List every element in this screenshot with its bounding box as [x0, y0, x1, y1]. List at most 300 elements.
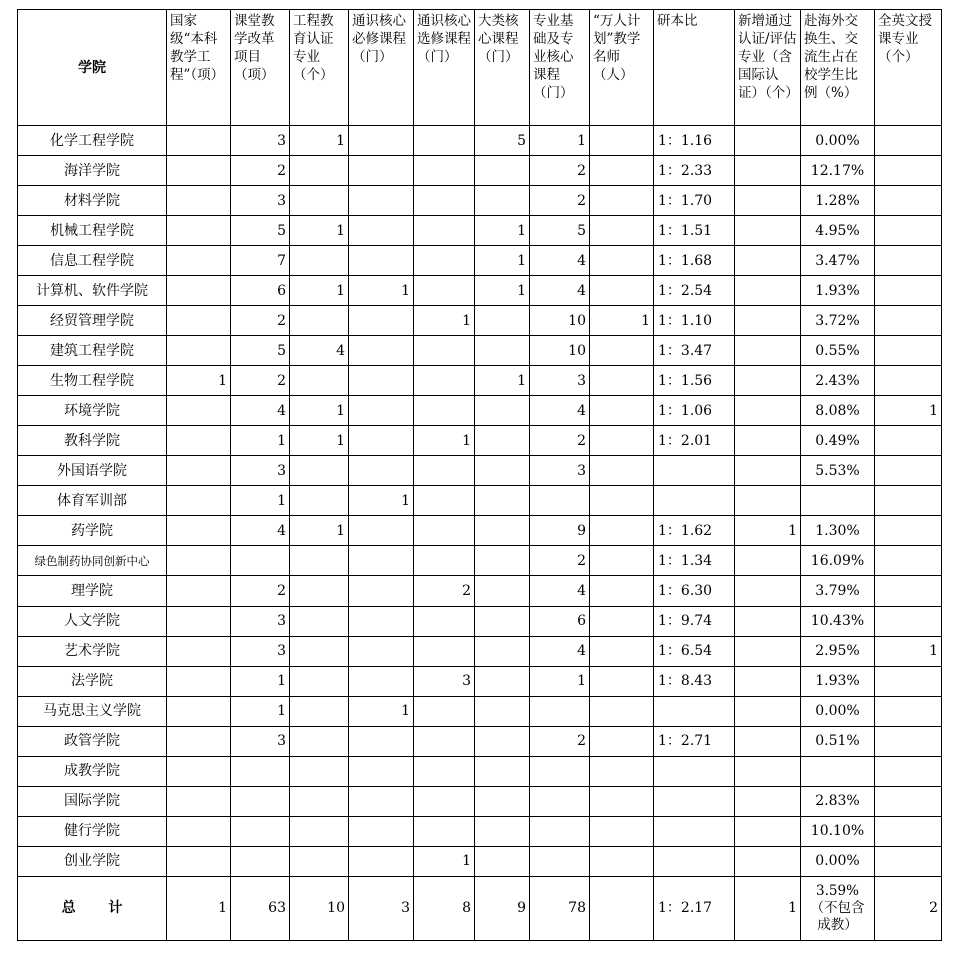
- teaching-reform-total: 63: [231, 876, 290, 940]
- statistics-table-container: [17, 9, 941, 941]
- teaching-reform-cell: 1: [231, 696, 290, 726]
- college-name-cell: 人文学院: [18, 606, 167, 636]
- new-certified-majors-cell: 1: [735, 516, 801, 546]
- table-row: [18, 126, 942, 156]
- new-certified-majors-cell: [735, 396, 801, 426]
- national-project-cell: [167, 606, 231, 636]
- major-core-cell: 4: [530, 246, 590, 276]
- table-row: [18, 576, 942, 606]
- header-general-core-elective: 通识核心选修课程（门）: [414, 10, 475, 126]
- exchange-ratio-cell: 4.95%: [801, 216, 875, 246]
- national-project-cell: [167, 486, 231, 516]
- new-certified-majors-cell: [735, 486, 801, 516]
- general-core-elective-cell: 1: [414, 426, 475, 456]
- table-row: [18, 846, 942, 876]
- general-core-required-cell: [349, 186, 414, 216]
- college-name-cell: 马克思主义学院: [18, 696, 167, 726]
- category-core-cell: 1: [475, 276, 530, 306]
- major-core-cell: [530, 816, 590, 846]
- national-project-cell: [167, 516, 231, 546]
- new-certified-majors-cell: [735, 726, 801, 756]
- new-certified-majors-cell: [735, 546, 801, 576]
- engineering-certification-cell: [290, 846, 349, 876]
- category-core-cell: 1: [475, 216, 530, 246]
- engineering-certification-cell: [290, 726, 349, 756]
- ten-thousand-plan-cell: [590, 156, 654, 186]
- ten-thousand-plan-cell: [590, 786, 654, 816]
- grad-undergrad-ratio-cell: [654, 696, 735, 726]
- ten-thousand-plan-cell: [590, 756, 654, 786]
- table-row: [18, 696, 942, 726]
- national-project-cell: [167, 276, 231, 306]
- teaching-reform-cell: 2: [231, 576, 290, 606]
- teaching-reform-cell: 4: [231, 516, 290, 546]
- teaching-reform-cell: 6: [231, 276, 290, 306]
- general-core-elective-cell: [414, 246, 475, 276]
- general-core-required-cell: [349, 546, 414, 576]
- college-name-cell: 健行学院: [18, 816, 167, 846]
- general-core-elective-cell: 1: [414, 306, 475, 336]
- teaching-reform-cell: 5: [231, 336, 290, 366]
- national-project-cell: [167, 756, 231, 786]
- category-core-cell: 1: [475, 366, 530, 396]
- category-core-total: 9: [475, 876, 530, 940]
- english-majors-cell: [875, 666, 942, 696]
- ten-thousand-plan-cell: [590, 336, 654, 366]
- category-core-cell: [475, 726, 530, 756]
- english-majors-cell: [875, 846, 942, 876]
- grad-undergrad-ratio-cell: 1：1.68: [654, 246, 735, 276]
- general-core-elective-cell: 3: [414, 666, 475, 696]
- national-project-cell: [167, 636, 231, 666]
- national-project-cell: [167, 576, 231, 606]
- ten-thousand-plan-cell: [590, 456, 654, 486]
- new-certified-majors-cell: [735, 126, 801, 156]
- grad-undergrad-ratio-cell: 1：2.54: [654, 276, 735, 306]
- new-certified-majors-cell: [735, 846, 801, 876]
- engineering-certification-cell: [290, 366, 349, 396]
- national-project-cell: [167, 426, 231, 456]
- new-certified-majors-cell: [735, 276, 801, 306]
- category-core-cell: [475, 186, 530, 216]
- general-core-required-cell: [349, 456, 414, 486]
- major-core-cell: 2: [530, 186, 590, 216]
- general-core-elective-cell: [414, 276, 475, 306]
- national-project-cell: [167, 156, 231, 186]
- general-core-elective-cell: [414, 516, 475, 546]
- major-core-cell: 3: [530, 366, 590, 396]
- category-core-cell: [475, 786, 530, 816]
- college-name-cell: 艺术学院: [18, 636, 167, 666]
- category-core-cell: [475, 816, 530, 846]
- national-project-cell: [167, 126, 231, 156]
- grad-undergrad-ratio-cell: [654, 816, 735, 846]
- exchange-ratio-cell: [801, 756, 875, 786]
- exchange-ratio-cell: 3.72%: [801, 306, 875, 336]
- ten-thousand-plan-cell: [590, 186, 654, 216]
- table-row: [18, 486, 942, 516]
- college-name-cell: 机械工程学院: [18, 216, 167, 246]
- general-core-required-cell: [349, 666, 414, 696]
- table-row: [18, 786, 942, 816]
- college-name-cell: 环境学院: [18, 396, 167, 426]
- national-project-cell: [167, 846, 231, 876]
- college-name-cell: 生物工程学院: [18, 366, 167, 396]
- major-core-cell: 9: [530, 516, 590, 546]
- ten-thousand-plan-cell: [590, 546, 654, 576]
- engineering-certification-cell: [290, 486, 349, 516]
- table-row: [18, 306, 942, 336]
- exchange-ratio-cell: 0.51%: [801, 726, 875, 756]
- exchange-ratio-cell: 10.43%: [801, 606, 875, 636]
- major-core-total: 78: [530, 876, 590, 940]
- grad-undergrad-ratio-cell: [654, 786, 735, 816]
- teaching-reform-cell: 1: [231, 486, 290, 516]
- engineering-certification-cell: [290, 546, 349, 576]
- exchange-ratio-cell: 3.79%: [801, 576, 875, 606]
- general-core-required-cell: [349, 516, 414, 546]
- header-general-core-required: 通识核心必修课程（门）: [349, 10, 414, 126]
- exchange-ratio-cell: 0.00%: [801, 126, 875, 156]
- new-certified-majors-cell: [735, 306, 801, 336]
- major-core-cell: 4: [530, 576, 590, 606]
- general-core-required-cell: [349, 366, 414, 396]
- teaching-reform-cell: 3: [231, 726, 290, 756]
- general-core-required-total: 3: [349, 876, 414, 940]
- teaching-reform-cell: 2: [231, 366, 290, 396]
- general-core-elective-cell: [414, 486, 475, 516]
- major-core-cell: [530, 756, 590, 786]
- ten-thousand-plan-total: [590, 876, 654, 940]
- major-core-cell: [530, 486, 590, 516]
- major-core-cell: 4: [530, 396, 590, 426]
- general-core-elective-cell: [414, 606, 475, 636]
- national-project-cell: [167, 216, 231, 246]
- engineering-certification-cell: [290, 156, 349, 186]
- national-project-cell: [167, 186, 231, 216]
- major-core-cell: [530, 696, 590, 726]
- table-row: [18, 816, 942, 846]
- ten-thousand-plan-cell: [590, 846, 654, 876]
- engineering-certification-cell: [290, 816, 349, 846]
- teaching-reform-cell: 3: [231, 636, 290, 666]
- grad-undergrad-ratio-cell: 1：1.62: [654, 516, 735, 546]
- grad-undergrad-ratio-cell: [654, 846, 735, 876]
- college-name-cell: 经贸管理学院: [18, 306, 167, 336]
- grad-undergrad-ratio-cell: [654, 756, 735, 786]
- ten-thousand-plan-cell: [590, 726, 654, 756]
- ten-thousand-plan-cell: [590, 696, 654, 726]
- table-row: [18, 516, 942, 546]
- engineering-certification-cell: [290, 246, 349, 276]
- exchange-ratio-total: 3.59%（不包含成教）: [801, 876, 875, 940]
- general-core-required-cell: [349, 576, 414, 606]
- major-core-cell: 2: [530, 726, 590, 756]
- major-core-cell: [530, 786, 590, 816]
- major-core-cell: 10: [530, 306, 590, 336]
- category-core-cell: [475, 516, 530, 546]
- teaching-reform-cell: [231, 546, 290, 576]
- new-certified-majors-cell: [735, 636, 801, 666]
- english-majors-cell: [875, 486, 942, 516]
- total-label: 总 计: [18, 876, 167, 940]
- general-core-elective-cell: 1: [414, 846, 475, 876]
- general-core-required-cell: [349, 726, 414, 756]
- college-name-cell: 化学工程学院: [18, 126, 167, 156]
- exchange-ratio-cell: 1.93%: [801, 666, 875, 696]
- general-core-elective-cell: 2: [414, 576, 475, 606]
- grad-undergrad-ratio-cell: [654, 456, 735, 486]
- teaching-reform-cell: 2: [231, 306, 290, 336]
- english-majors-cell: [875, 756, 942, 786]
- general-core-required-cell: [349, 786, 414, 816]
- category-core-cell: [475, 696, 530, 726]
- general-core-required-cell: [349, 396, 414, 426]
- teaching-reform-cell: 3: [231, 126, 290, 156]
- grad-undergrad-ratio-cell: 1：1.34: [654, 546, 735, 576]
- teaching-reform-cell: 3: [231, 606, 290, 636]
- header-exchange-ratio: 赴海外交换生、交流生占在校学生比例（%）: [801, 10, 875, 126]
- college-name-cell: 外国语学院: [18, 456, 167, 486]
- new-certified-majors-cell: [735, 606, 801, 636]
- exchange-ratio-cell: 0.00%: [801, 846, 875, 876]
- table-row: [18, 666, 942, 696]
- exchange-ratio-cell: 2.83%: [801, 786, 875, 816]
- header-grad-undergrad-ratio: 研本比: [654, 10, 735, 126]
- general-core-required-cell: [349, 306, 414, 336]
- exchange-ratio-cell: 12.17%: [801, 156, 875, 186]
- engineering-certification-cell: 1: [290, 396, 349, 426]
- english-majors-cell: 1: [875, 396, 942, 426]
- category-core-cell: [475, 666, 530, 696]
- teaching-reform-cell: 1: [231, 426, 290, 456]
- new-certified-majors-cell: [735, 756, 801, 786]
- engineering-certification-cell: [290, 696, 349, 726]
- general-core-elective-cell: [414, 156, 475, 186]
- college-name-cell: 教科学院: [18, 426, 167, 456]
- grad-undergrad-ratio-cell: [654, 486, 735, 516]
- general-core-required-cell: 1: [349, 696, 414, 726]
- college-name-cell: 国际学院: [18, 786, 167, 816]
- category-core-cell: [475, 636, 530, 666]
- new-certified-majors-cell: [735, 156, 801, 186]
- general-core-elective-cell: [414, 186, 475, 216]
- grad-undergrad-ratio-cell: 1：2.01: [654, 426, 735, 456]
- grad-undergrad-ratio-cell: 1：1.70: [654, 186, 735, 216]
- national-project-cell: 1: [167, 366, 231, 396]
- exchange-ratio-cell: 1.28%: [801, 186, 875, 216]
- general-core-elective-cell: [414, 366, 475, 396]
- category-core-cell: 5: [475, 126, 530, 156]
- category-core-cell: [475, 846, 530, 876]
- exchange-ratio-cell: 2.43%: [801, 366, 875, 396]
- college-name-cell: 材料学院: [18, 186, 167, 216]
- table-row: [18, 636, 942, 666]
- college-name-cell: 成教学院: [18, 756, 167, 786]
- table-row: [18, 756, 942, 786]
- major-core-cell: 4: [530, 276, 590, 306]
- major-core-cell: 4: [530, 636, 590, 666]
- table-row: [18, 396, 942, 426]
- general-core-elective-cell: [414, 546, 475, 576]
- english-majors-cell: [875, 576, 942, 606]
- general-core-required-cell: [349, 756, 414, 786]
- english-majors-cell: [875, 516, 942, 546]
- english-majors-cell: [875, 246, 942, 276]
- college-name-cell: 政管学院: [18, 726, 167, 756]
- exchange-ratio-cell: 1.93%: [801, 276, 875, 306]
- english-majors-cell: [875, 366, 942, 396]
- major-core-cell: 5: [530, 216, 590, 246]
- college-name-cell: 创业学院: [18, 846, 167, 876]
- ten-thousand-plan-cell: [590, 366, 654, 396]
- english-majors-cell: [875, 276, 942, 306]
- english-majors-cell: [875, 456, 942, 486]
- english-majors-cell: [875, 546, 942, 576]
- header-ten-thousand-plan: “万人计划”教学名师（人）: [590, 10, 654, 126]
- ten-thousand-plan-cell: [590, 276, 654, 306]
- new-certified-majors-cell: [735, 696, 801, 726]
- general-core-elective-cell: [414, 726, 475, 756]
- teaching-reform-cell: 1: [231, 666, 290, 696]
- engineering-certification-cell: [290, 186, 349, 216]
- general-core-required-cell: [349, 636, 414, 666]
- national-project-total: 1: [167, 876, 231, 940]
- general-core-required-cell: [349, 216, 414, 246]
- national-project-cell: [167, 696, 231, 726]
- grad-undergrad-ratio-total: 1：2.17: [654, 876, 735, 940]
- general-core-required-cell: [349, 246, 414, 276]
- category-core-cell: [475, 306, 530, 336]
- major-core-cell: 10: [530, 336, 590, 366]
- teaching-reform-cell: 4: [231, 396, 290, 426]
- table-row: [18, 186, 942, 216]
- category-core-cell: [475, 336, 530, 366]
- table-row: [18, 546, 942, 576]
- ten-thousand-plan-cell: [590, 576, 654, 606]
- general-core-required-cell: [349, 846, 414, 876]
- college-name-cell: 信息工程学院: [18, 246, 167, 276]
- college-name-cell: 建筑工程学院: [18, 336, 167, 366]
- english-majors-cell: 1: [875, 636, 942, 666]
- english-majors-cell: [875, 816, 942, 846]
- exchange-ratio-cell: 3.47%: [801, 246, 875, 276]
- category-core-cell: [475, 546, 530, 576]
- total-row: [18, 876, 942, 940]
- ten-thousand-plan-cell: [590, 816, 654, 846]
- table-body: [18, 126, 942, 941]
- national-project-cell: [167, 246, 231, 276]
- table-row: [18, 606, 942, 636]
- major-core-cell: 2: [530, 426, 590, 456]
- table-row: [18, 216, 942, 246]
- major-core-cell: 1: [530, 666, 590, 696]
- general-core-elective-cell: [414, 696, 475, 726]
- engineering-certification-cell: 1: [290, 216, 349, 246]
- general-core-required-cell: [349, 816, 414, 846]
- engineering-certification-cell: [290, 606, 349, 636]
- english-majors-total: 2: [875, 876, 942, 940]
- english-majors-cell: [875, 786, 942, 816]
- exchange-ratio-cell: 10.10%: [801, 816, 875, 846]
- grad-undergrad-ratio-cell: 1：1.10: [654, 306, 735, 336]
- grad-undergrad-ratio-cell: 1：2.33: [654, 156, 735, 186]
- college-name-cell: 绿色制药协同创新中心: [18, 546, 167, 576]
- engineering-certification-cell: 1: [290, 426, 349, 456]
- grad-undergrad-ratio-cell: 1：6.30: [654, 576, 735, 606]
- general-core-elective-cell: [414, 396, 475, 426]
- new-certified-majors-cell: [735, 186, 801, 216]
- general-core-elective-cell: [414, 786, 475, 816]
- english-majors-cell: [875, 126, 942, 156]
- engineering-certification-cell: [290, 756, 349, 786]
- grad-undergrad-ratio-cell: 1：1.16: [654, 126, 735, 156]
- engineering-certification-cell: 1: [290, 126, 349, 156]
- table-row: [18, 456, 942, 486]
- header-new-certified-majors: 新增通过认证/评估专业（含国际认证）（个）: [735, 10, 801, 126]
- general-core-elective-cell: [414, 336, 475, 366]
- teaching-reform-cell: [231, 846, 290, 876]
- general-core-elective-cell: [414, 816, 475, 846]
- ten-thousand-plan-cell: [590, 246, 654, 276]
- engineering-certification-cell: [290, 636, 349, 666]
- new-certified-majors-cell: [735, 786, 801, 816]
- category-core-cell: [475, 486, 530, 516]
- general-core-required-cell: 1: [349, 276, 414, 306]
- ten-thousand-plan-cell: [590, 216, 654, 246]
- table-row: [18, 336, 942, 366]
- national-project-cell: [167, 456, 231, 486]
- ten-thousand-plan-cell: [590, 516, 654, 546]
- engineering-certification-cell: [290, 306, 349, 336]
- engineering-certification-cell: 1: [290, 276, 349, 306]
- exchange-ratio-cell: 0.55%: [801, 336, 875, 366]
- new-certified-majors-cell: [735, 426, 801, 456]
- teaching-reform-cell: [231, 756, 290, 786]
- exchange-ratio-cell: [801, 486, 875, 516]
- header-row: [18, 10, 942, 126]
- table-row: [18, 156, 942, 186]
- college-name-cell: 计算机、软件学院: [18, 276, 167, 306]
- engineering-certification-cell: [290, 576, 349, 606]
- english-majors-cell: [875, 696, 942, 726]
- general-core-elective-cell: [414, 756, 475, 786]
- general-core-elective-cell: [414, 126, 475, 156]
- college-name-cell: 理学院: [18, 576, 167, 606]
- general-core-required-cell: 1: [349, 486, 414, 516]
- table-row: [18, 276, 942, 306]
- major-core-cell: 6: [530, 606, 590, 636]
- english-majors-cell: [875, 216, 942, 246]
- general-core-elective-cell: [414, 216, 475, 246]
- header-category-core: 大类核心课程（门）: [475, 10, 530, 126]
- major-core-cell: 2: [530, 546, 590, 576]
- national-project-cell: [167, 336, 231, 366]
- engineering-certification-cell: [290, 786, 349, 816]
- ten-thousand-plan-cell: [590, 126, 654, 156]
- ten-thousand-plan-cell: [590, 486, 654, 516]
- header-teaching-reform: 课堂教学改革项目（项）: [231, 10, 290, 126]
- category-core-cell: [475, 606, 530, 636]
- new-certified-majors-cell: [735, 666, 801, 696]
- grad-undergrad-ratio-cell: 1：1.51: [654, 216, 735, 246]
- ten-thousand-plan-cell: [590, 636, 654, 666]
- category-core-cell: [475, 456, 530, 486]
- ten-thousand-plan-cell: [590, 606, 654, 636]
- category-core-cell: [475, 396, 530, 426]
- exchange-ratio-cell: 0.49%: [801, 426, 875, 456]
- new-certified-majors-cell: [735, 336, 801, 366]
